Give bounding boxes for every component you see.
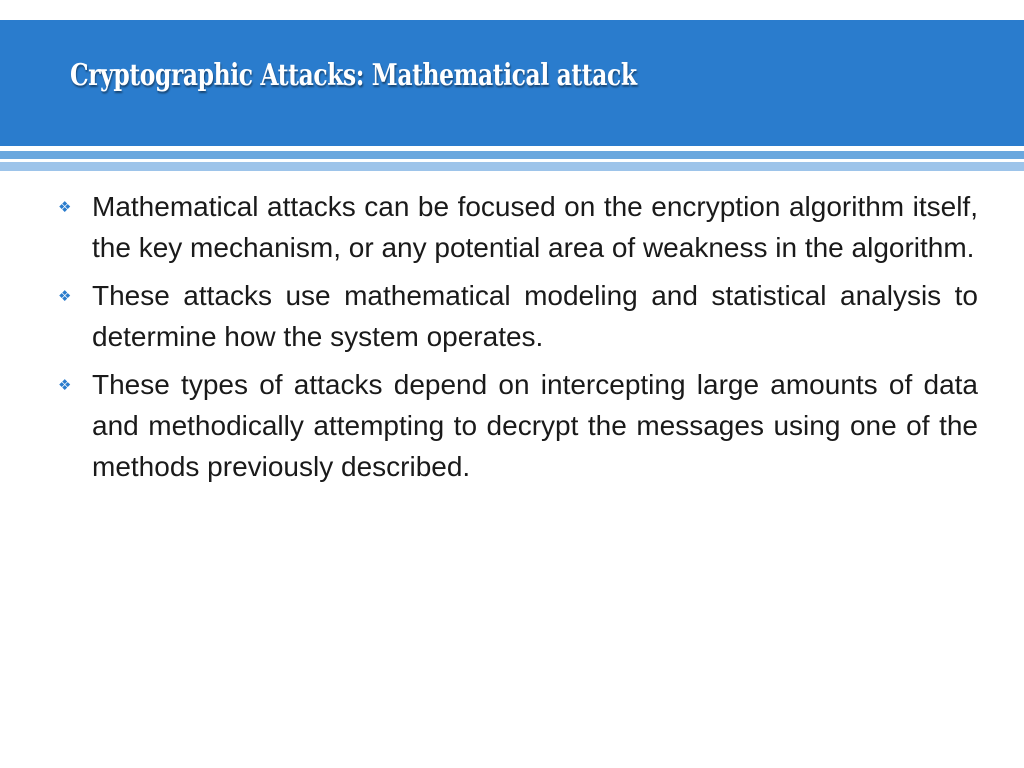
diamond-bullet-icon: ❖ xyxy=(58,198,72,216)
bullet-list xyxy=(58,186,978,494)
slide-title: Cryptographic Attacks: Mathematical attack xyxy=(70,58,637,93)
diamond-bullet-icon: ❖ xyxy=(58,376,72,394)
bullet-item xyxy=(58,186,978,268)
bullet-item xyxy=(58,275,978,357)
bullet-item xyxy=(58,364,978,487)
accent-stripe xyxy=(0,151,1024,171)
bullet-text: These types of attacks depend on intercepting large amounts of data and methodically attempting to decrypt the messages using one of the methods previously described. xyxy=(92,369,978,482)
diamond-bullet-icon: ❖ xyxy=(58,287,72,305)
bullet-text: These attacks use mathematical modeling and statistical analysis to determine how the system operates. xyxy=(92,280,978,352)
bullet-text: Mathematical attacks can be focused on the encryption algorithm itself, the key mechanism, or any potential area of weakness in the algorithm. xyxy=(92,191,978,263)
